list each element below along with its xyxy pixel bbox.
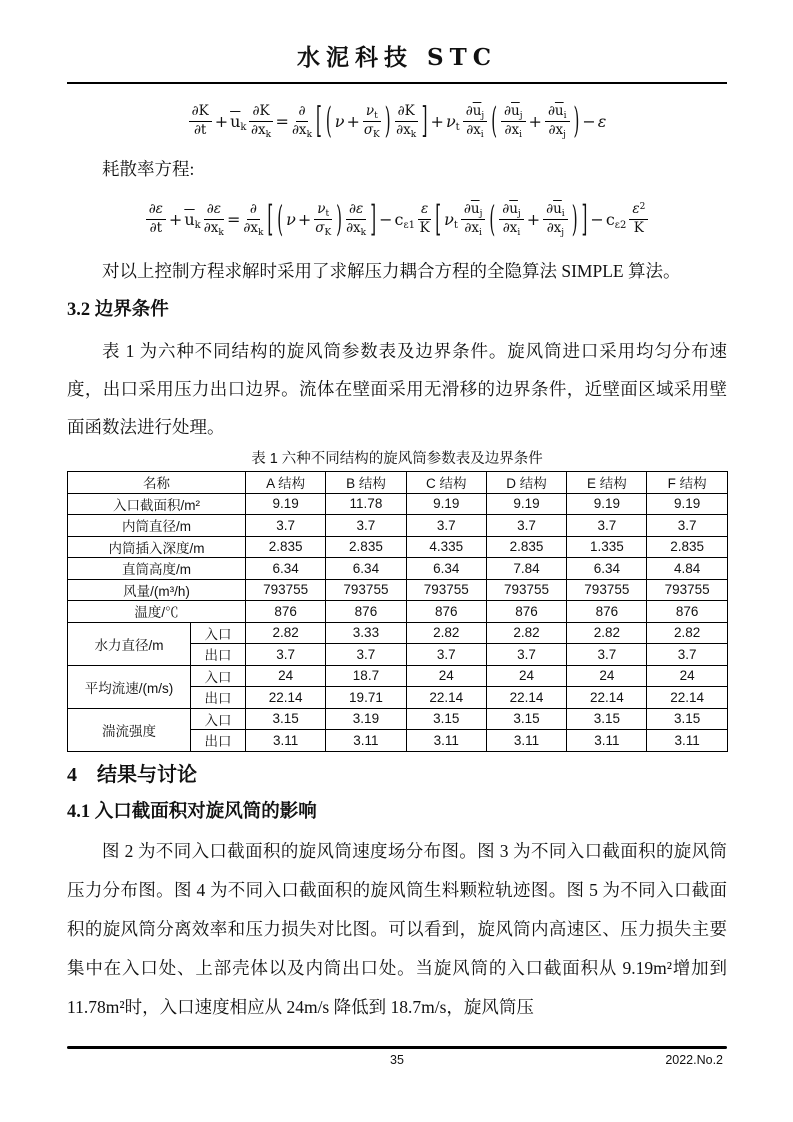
table-row: [68, 622, 728, 644]
equation-token: ): [384, 99, 391, 143]
table-cell: 11.78: [326, 493, 406, 515]
equation-token: $\overline{u}$: [230, 111, 241, 131]
header-rule: [67, 82, 727, 84]
table-header-row: [68, 472, 728, 494]
equation-token: ε: [421, 200, 429, 217]
equation-token: ∂: [465, 102, 473, 119]
sub-row-label: 入口: [191, 665, 246, 687]
equation-fraction: [346, 202, 366, 236]
column-header: 名称: [68, 472, 246, 494]
equation-token: ): [573, 99, 580, 143]
fraction-denominator: [364, 122, 380, 139]
equation-fraction: [501, 104, 525, 138]
equation-token: ν: [444, 209, 454, 229]
equation-token: ε: [213, 200, 221, 217]
equation-token: ∂x: [203, 219, 219, 236]
column-header: C 结构: [406, 472, 486, 494]
equation-token: $\overline{u}$: [509, 200, 518, 217]
table-cell: 2.835: [326, 536, 406, 558]
equation-token: k: [306, 129, 313, 140]
table-cell: 793755: [326, 579, 406, 601]
fraction-denominator: [634, 220, 644, 237]
equation-fraction: [146, 202, 166, 236]
row-label: 水力直径/m: [68, 622, 191, 665]
equation-token: σ: [363, 121, 374, 138]
equation-token: t: [374, 110, 378, 121]
table-row: [68, 515, 728, 537]
equation-token: +: [346, 111, 360, 131]
fraction-denominator: [204, 220, 224, 237]
table-cell: 24: [486, 665, 566, 687]
table-cell: 19.71: [326, 687, 406, 709]
fraction-numerator: [249, 104, 272, 122]
equation-token: K: [633, 219, 644, 236]
section-4-1-heading: 4.1 入口截面积对旋风筒的影响: [67, 801, 317, 822]
equation-token: j: [517, 208, 521, 219]
equation-token: ]: [421, 99, 428, 143]
fraction-numerator: [395, 104, 418, 122]
table-cell: 22.14: [567, 687, 647, 709]
table-cell: 9.19: [567, 493, 647, 515]
equation-token: ∂x: [396, 121, 411, 138]
equation-fraction: [629, 202, 648, 236]
fraction-denominator: [466, 122, 484, 139]
table-cell: 24: [647, 665, 727, 687]
sub-row-label: 入口: [191, 622, 246, 644]
table-cell: 3.7: [326, 644, 406, 666]
table-cell: 9.19: [647, 493, 727, 515]
fraction-denominator: [549, 122, 566, 139]
footer-rule: [67, 1046, 727, 1049]
equation-token: ν: [286, 209, 296, 229]
equation-token: j: [481, 110, 485, 121]
page-header: [67, 42, 727, 84]
fraction-numerator: [545, 104, 570, 122]
equation-token: ∂: [206, 200, 214, 217]
table-cell: 3.11: [486, 730, 566, 752]
equation-token: $\overline{u}$: [554, 102, 564, 119]
table-cell: 3.15: [647, 708, 727, 730]
equation-token: ∂t: [149, 219, 162, 236]
equation-token: ): [571, 197, 578, 241]
equation-token: j: [563, 129, 566, 140]
section-4-1-body: 图 2 为不同入口截面积的旋风筒速度场分布图。图 3 为不同入口截面积的旋风筒压力分布图。图 4 为不同入口截面积的旋风筒生料颗粒轨迹图。图 5 为不同入口截面积的旋风筒分离效率和压力损失对比图。可以看到，旋风筒内高速区、压力损失主要集中在入口处、上部壳体以及内筒出口处。当旋风筒的入口截面积从 9.19m²增加到 11.78m²时，入口速度相应从 24m/s 降低到 18.7m/s，旋风筒压: [67, 840, 727, 1017]
table-cell: 3.7: [246, 515, 326, 537]
table-cell: 3.7: [647, 644, 727, 666]
issue-label: 2022.No.2: [665, 1053, 723, 1067]
equation-token: $\overline{u}$: [184, 209, 195, 229]
equation-token: i: [519, 129, 523, 140]
fraction-numerator: [501, 104, 525, 122]
fraction-denominator: [396, 122, 416, 139]
equation-token: i: [561, 208, 565, 219]
table-cell: 4.335: [406, 536, 486, 558]
equation-fraction: [314, 202, 332, 236]
equation-token: ]: [581, 197, 588, 241]
equation-token: $\overline{u}$: [470, 200, 480, 217]
table-cell: 24: [246, 665, 326, 687]
fraction-denominator: [194, 122, 206, 139]
table-row: [68, 601, 728, 623]
fraction-numerator: [499, 202, 523, 220]
equation-token: j: [561, 227, 565, 238]
row-label: 内筒直径/m: [68, 515, 246, 537]
equation-token: ∂K: [191, 102, 209, 119]
equation-token: k: [360, 227, 367, 238]
equation-token: 2: [639, 201, 646, 212]
table-cell: 24: [567, 665, 647, 687]
table-cell: 3.11: [406, 730, 486, 752]
fraction-denominator: [547, 220, 564, 237]
equation-token: t: [455, 121, 460, 133]
equation-token: ∂x: [243, 219, 258, 236]
equation-token: (: [491, 99, 498, 143]
equation-token: k: [194, 219, 201, 231]
sub-row-label: 出口: [191, 687, 246, 709]
table-cell: 3.11: [326, 730, 406, 752]
equation-fraction: [543, 202, 568, 236]
sub-row-label: 入口: [191, 708, 246, 730]
equation-fraction: [363, 104, 381, 138]
fraction-numerator: [363, 104, 381, 122]
fraction-numerator: [204, 202, 224, 220]
equation-token: i: [480, 129, 484, 140]
equation-token: ε1: [403, 219, 415, 231]
table-row: [68, 665, 728, 687]
fraction-numerator: [346, 202, 366, 220]
table-cell: 3.15: [246, 708, 326, 730]
equation-fraction: [499, 202, 523, 236]
table-cell: 2.835: [486, 536, 566, 558]
equation-token: ∂: [249, 200, 257, 217]
equation-token: −: [379, 209, 393, 229]
simple-algorithm-note: 对以上控制方程求解时采用了求解压力耦合方程的全隐算法 SIMPLE 算法。: [102, 261, 681, 281]
table-row: [68, 708, 728, 730]
sub-row-label: 出口: [191, 644, 246, 666]
table-cell: 3.33: [326, 622, 406, 644]
table-cell: 6.34: [246, 558, 326, 580]
equation-token: ∂: [348, 200, 356, 217]
equation-token: ∂x: [291, 121, 307, 138]
table-cell: 4.84: [647, 558, 727, 580]
table-cell: 793755: [486, 579, 566, 601]
equation-fraction: [189, 104, 212, 138]
table-cell: 2.82: [486, 622, 566, 644]
equation-token: i: [517, 227, 521, 238]
footer-text-row: [67, 1053, 727, 1075]
row-label: 湍流强度: [68, 708, 191, 751]
equation-token: +: [168, 209, 183, 229]
section-3-2-body: 表 1 为六种不同结构的旋风筒参数表及边界条件。旋风筒进口采用均匀分布速度，出口采用压力出口边界。流体在壁面采用无滑移的边界条件，近壁面区域采用壁面函数法进行处理。: [67, 341, 727, 437]
equation-fraction: [292, 104, 312, 138]
table-cell: 876: [486, 601, 566, 623]
sub-row-label: 出口: [191, 730, 246, 752]
row-label: 平均流速/(m/s): [68, 665, 191, 708]
equation-token: ε: [632, 200, 640, 217]
equation-token: +: [214, 111, 229, 131]
equation-token: ∂: [463, 200, 471, 217]
equation-token: [: [267, 197, 274, 241]
row-label: 风量/(m³/h): [68, 579, 246, 601]
equation-token: ∂x: [346, 219, 361, 236]
equation-token: ∂x: [546, 219, 562, 236]
equation-token: ν: [365, 102, 375, 119]
equation-token: ν: [445, 111, 456, 131]
fraction-numerator: [146, 202, 166, 220]
equation-token: ): [336, 197, 342, 241]
fraction-denominator: [150, 220, 162, 237]
table-cell: 3.19: [326, 708, 406, 730]
table-cell: 3.15: [567, 708, 647, 730]
equation-token: ∂: [298, 102, 306, 119]
equation-token: ∂x: [466, 121, 481, 138]
equation-token: +: [528, 111, 542, 131]
table-cell: 2.82: [406, 622, 486, 644]
table-cell: 9.19: [486, 493, 566, 515]
equation-token: ∂: [502, 200, 510, 217]
fraction-numerator: [296, 104, 309, 122]
table-caption: 表 1 六种不同结构的旋风筒参数表及边界条件: [251, 451, 543, 467]
equation-token: ∂: [546, 200, 554, 217]
equation-token: ∂K: [252, 102, 270, 119]
equation-token: $\overline{u}$: [553, 200, 562, 217]
table-cell: 22.14: [486, 687, 566, 709]
table-cell: 6.34: [567, 558, 647, 580]
table-cell: 6.34: [406, 558, 486, 580]
equation-token: ν: [317, 200, 326, 217]
table-cell: 2.82: [246, 622, 326, 644]
equation-token: c: [605, 209, 615, 229]
table-row: [68, 579, 728, 601]
table-cell: 22.14: [246, 687, 326, 709]
equation-token: ∂: [148, 200, 156, 217]
equation-token: k: [240, 121, 247, 133]
equation-token: j: [479, 208, 483, 219]
table-cell: 2.82: [567, 622, 647, 644]
table-cell: 1.335: [567, 536, 647, 558]
equation-token: +: [430, 111, 444, 131]
table-cell: 793755: [647, 579, 727, 601]
table-cell: 3.15: [486, 708, 566, 730]
equation-token: ∂: [504, 102, 512, 119]
equation-token: =: [275, 111, 289, 131]
equation-fraction: [395, 104, 418, 138]
table-cell: 3.7: [567, 644, 647, 666]
table-cell: 3.15: [406, 708, 486, 730]
equation-fraction: [204, 202, 224, 236]
table-cell: 9.19: [406, 493, 486, 515]
k-equation: [67, 92, 727, 150]
equation-token: ε: [155, 200, 163, 217]
page-footer: [67, 1046, 727, 1075]
table-cell: 3.11: [647, 730, 727, 752]
equation-token: ∂x: [504, 121, 520, 138]
equation-token: ]: [370, 197, 377, 241]
page-number: 35: [390, 1053, 404, 1067]
equation-fraction: [461, 202, 485, 236]
fraction-numerator: [418, 202, 431, 220]
table-cell: 793755: [406, 579, 486, 601]
table-cell: 24: [406, 665, 486, 687]
table-cell: 3.7: [567, 515, 647, 537]
equation-token: (: [489, 197, 496, 241]
equation-token: K: [324, 227, 332, 238]
fraction-numerator: [543, 202, 568, 220]
fraction-denominator: [346, 220, 366, 237]
param-table: [67, 471, 728, 752]
fraction-denominator: [503, 220, 521, 237]
table-cell: 3.7: [647, 515, 727, 537]
column-header: A 结构: [246, 472, 326, 494]
equation-token: ∂: [547, 102, 555, 119]
equation-token: k: [410, 129, 417, 140]
column-header: D 结构: [486, 472, 566, 494]
equation-token: k: [257, 227, 264, 238]
equation-fraction: [463, 104, 487, 138]
table-cell: 7.84: [486, 558, 566, 580]
equation-token: [: [435, 197, 442, 241]
equation-token: −: [582, 111, 596, 131]
journal-title: 水泥科技 STC: [296, 44, 498, 71]
table-cell: 793755: [246, 579, 326, 601]
equation-token: [: [316, 99, 322, 143]
equation-fraction: [418, 202, 431, 236]
fraction-numerator: [463, 104, 487, 122]
fraction-numerator: [247, 202, 260, 220]
table-cell: 3.7: [406, 515, 486, 537]
table-row: [68, 493, 728, 515]
table-cell: 18.7: [326, 665, 406, 687]
column-header: F 结构: [647, 472, 727, 494]
fraction-denominator: [292, 122, 312, 139]
equation-token: c: [394, 209, 404, 229]
row-label: 直筒高度/m: [68, 558, 246, 580]
equation-token: ∂x: [502, 219, 518, 236]
table-cell: 2.835: [647, 536, 727, 558]
fraction-denominator: [505, 122, 523, 139]
fraction-denominator: [420, 220, 430, 237]
table-cell: 3.7: [326, 515, 406, 537]
equation-fraction: [545, 104, 570, 138]
equation-token: +: [526, 209, 541, 229]
fraction-denominator: [243, 220, 263, 237]
equation-fraction: [243, 202, 263, 236]
equation-token: (: [277, 197, 284, 241]
equation-token: ε2: [614, 219, 627, 231]
column-header: B 结构: [326, 472, 406, 494]
equation-token: +: [297, 209, 312, 229]
equation-token: ∂t: [193, 121, 207, 138]
equation-token: ∂K: [397, 102, 415, 119]
equation-token: $\overline{u}$: [472, 102, 482, 119]
equation-token: t: [453, 219, 458, 231]
table-cell: 3.11: [567, 730, 647, 752]
table-cell: 876: [567, 601, 647, 623]
equation-token: k: [265, 129, 272, 140]
fraction-numerator: [189, 104, 212, 122]
table-cell: 3.7: [406, 644, 486, 666]
equation-token: $\overline{u}$: [511, 102, 520, 119]
equation-token: (: [325, 99, 332, 143]
row-label: 入口截面积/m²: [68, 493, 246, 515]
fraction-denominator: [464, 220, 482, 237]
table-cell: 876: [246, 601, 326, 623]
table-row: [68, 536, 728, 558]
fraction-numerator: [314, 202, 332, 220]
table-cell: 9.19: [246, 493, 326, 515]
equation-token: k: [218, 227, 224, 238]
equation-token: ∂x: [548, 121, 564, 138]
equation-token: ν: [334, 111, 345, 131]
equation-token: σ: [315, 219, 325, 236]
table-cell: 3.7: [486, 515, 566, 537]
equation-token: ∂x: [250, 121, 266, 138]
equation-token: −: [590, 209, 604, 229]
equation-token: t: [325, 208, 330, 219]
dissipation-equation-label: 耗散率方程:: [102, 159, 195, 179]
equation-token: j: [519, 110, 523, 121]
equation-token: ε: [597, 111, 607, 131]
equation-fraction: [249, 104, 272, 138]
fraction-denominator: [315, 220, 331, 237]
table-cell: 22.14: [406, 687, 486, 709]
epsilon-equation: [67, 188, 727, 250]
table-cell: 22.14: [647, 687, 727, 709]
table-cell: 6.34: [326, 558, 406, 580]
table-cell: 876: [647, 601, 727, 623]
equation-token: ∂x: [464, 219, 479, 236]
fraction-numerator: [461, 202, 485, 220]
equation-token: ε: [355, 200, 364, 217]
row-label: 温度/℃: [68, 601, 246, 623]
table-cell: 3.7: [486, 644, 566, 666]
table-cell: 3.7: [246, 644, 326, 666]
equation-token: K: [419, 219, 430, 236]
table-cell: 876: [406, 601, 486, 623]
table-cell: 3.11: [246, 730, 326, 752]
fraction-denominator: [251, 122, 271, 139]
section-3-2-heading: 3.2 边界条件: [67, 300, 169, 320]
table-row: [68, 558, 728, 580]
table-cell: 2.82: [647, 622, 727, 644]
equation-token: =: [226, 209, 241, 229]
table-cell: 876: [326, 601, 406, 623]
table-cell: 2.835: [246, 536, 326, 558]
row-label: 内筒插入深度/m: [68, 536, 246, 558]
equation-token: i: [478, 227, 482, 238]
equation-token: i: [563, 110, 567, 121]
fraction-numerator: [629, 202, 648, 220]
section-4-heading: 4 结果与讨论: [67, 763, 197, 786]
column-header: E 结构: [567, 472, 647, 494]
table-cell: 793755: [567, 579, 647, 601]
equation-token: K: [373, 129, 380, 140]
